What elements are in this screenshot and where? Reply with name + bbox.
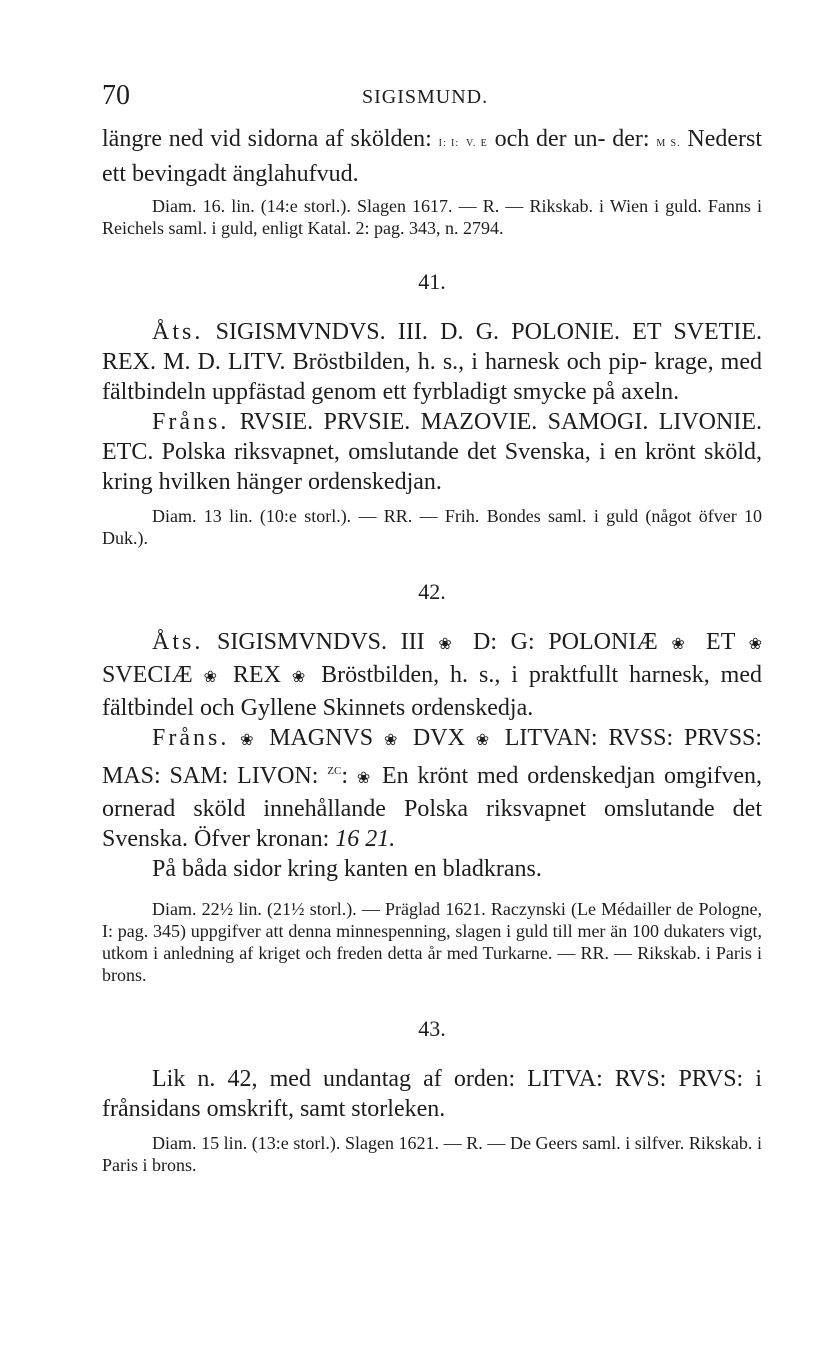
rosette-icon: ❀ (748, 636, 762, 653)
entry-41-reverse: Fråns. RVSIE. PRVSIE. MAZOVIE. SAMOGI. LIVONIE. ETC. Polska riksvapnet, omslutande det Svenska, i en krönt sköld, kring hvilken hänger ordenskedjan. (102, 409, 762, 495)
entry-43-text: Lik n. 42, med undantag af orden: LITVA: RVS: PRVS: i frånsidans omskrift, samt storleken. (102, 1066, 762, 1122)
running-head: SIGISMUND. (362, 86, 489, 108)
entry-42-border: På båda sidor kring kanten en bladkrans. (152, 856, 542, 882)
rosette-icon: ❀ (671, 636, 693, 653)
page-body (102, 124, 762, 1176)
entry-42-note: Diam. 22½ lin. (21½ storl.). — Präglad 1621. Raczynski (Le Médailler de Pologne, I: pag. 345) uppgifver att denna minnespenning, slagen i guld till mer än 100 dukaters vigt, utkom i anledning af kriget och freden detta år med Turkarne. — RR. — Rikskab. i Paris i brons. (102, 899, 762, 985)
rosette-icon: ❀ (203, 669, 222, 686)
page-number: 70 (102, 80, 130, 111)
intro-note: Diam. 16. lin. (14:e storl.). Slagen 1617. — R. — Rikskab. i Wien i guld. Fanns i Reichels saml. i guld, enligt Katal. 2: pag. 343, n. 2794. (102, 196, 762, 238)
entry-41-obverse: Åts. SIGISMVNDVS. III. D. G. POLONIE. ET SVETIE. REX. M. D. LITV. Bröstbilden, h. s., i harnesk och pip- krage, med fältbindeln uppfästad genom ett fyrbladigt smycke på axeln. (102, 319, 762, 405)
entry-number-41: 41. (418, 269, 446, 294)
entry-43-note: Diam. 15 lin. (13:e storl.). Slagen 1621. — R. — De Geers saml. i silfver. Rikskab. i Paris i brons. (102, 1133, 762, 1175)
entry-42-reverse: Fråns. ❀ MAGNVS ❀ DVX ❀ LITVAN: RVSS: PRVSS: MAS: SAM: LIVON: $^{ZC}$: ❀ En krönt med ordenskedjan omgifven, ornerad sköld innehållande Polska riksvapnet omslutande det Svenska. Öfver kronan: 16 21. (102, 725, 763, 852)
page-header (102, 80, 762, 120)
rosette-icon: ❀ (475, 732, 494, 749)
intro-paragraph: längre ned vid sidorna af skölden: I: I: V. E och der un- der: M S. Nederst ett bevingadt änglahufvud. (102, 126, 763, 187)
entry-number-42: 42. (418, 579, 446, 604)
rosette-icon: ❀ (291, 669, 311, 686)
rosette-icon: ❀ (356, 770, 374, 787)
entry-number-43: 43. (418, 1016, 446, 1041)
rosette-icon: ❀ (240, 732, 259, 749)
rosette-icon: ❀ (438, 636, 460, 653)
entry-41-note: Diam. 13 lin. (10:e storl.). — RR. — Frih. Bondes saml. i guld (något öfver 10 Duk.). (102, 506, 762, 548)
rosette-icon: ❀ (383, 732, 403, 749)
entry-42-obverse: Åts. SIGISMVNDVS. III ❀ D: G: POLONIÆ ❀ ET ❀ SVECIÆ ❀ REX ❀ Bröstbilden, h. s., i praktfullt harnesk, med fältbindel och Gyllene Skinnets ordenskedja. (102, 629, 763, 721)
